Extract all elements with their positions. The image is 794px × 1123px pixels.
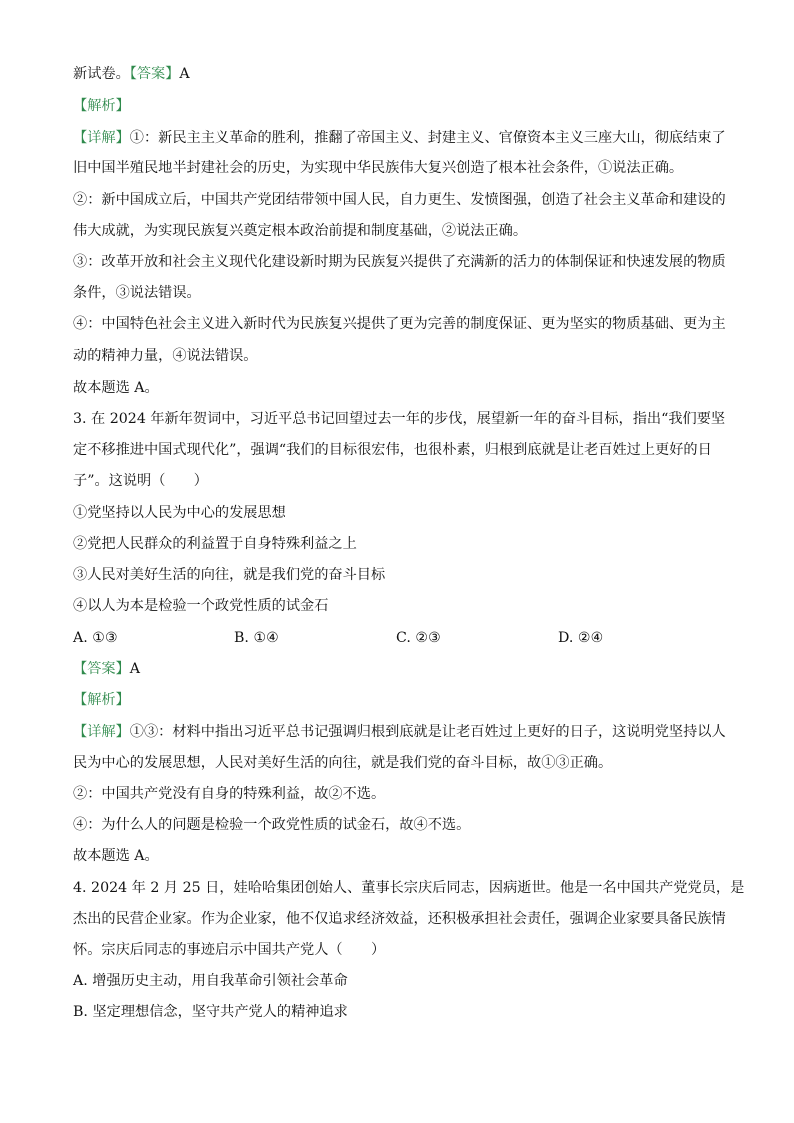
analysis-label: 【解析】 bbox=[73, 98, 130, 114]
statement-1: ①党坚持以人民为中心的发展思想 bbox=[73, 505, 286, 521]
question-3-line: 定不移推进中国式现代化”，强调“我们的目标很宏伟，也很朴素，归根到底就是让老百姓过上更好的日 bbox=[73, 442, 712, 458]
option-d: D. ②④ bbox=[558, 630, 604, 646]
text-span: ①：新民主主义革命的胜利，推翻了帝国主义、封建主义、官僚资本主义三座大山，彻底结束了 bbox=[129, 130, 726, 146]
detail-label: 【详解】 bbox=[73, 724, 130, 740]
detail-label: 【详解】 bbox=[73, 130, 130, 146]
statement-2: ②党把人民群众的利益置于自身特殊利益之上 bbox=[73, 536, 357, 552]
text-line: 条件，③说法错误。 bbox=[73, 285, 201, 301]
statement-4: ④以人为本是检验一个政党性质的试金石 bbox=[73, 598, 329, 614]
option-c: C. ②③ bbox=[396, 630, 441, 646]
text-line: 伟大成就，为实现民族复兴奠定根本政治前提和制度基础，②说法正确。 bbox=[73, 223, 528, 239]
text-line bbox=[73, 722, 726, 742]
text-line: ②：新中国成立后，中国共产党团结带领中国人民，自力更生、发愤图强，创造了社会主义革命和建设的 bbox=[73, 192, 726, 208]
text-line: ④：为什么人的问题是检验一个政党性质的试金石，故④不选。 bbox=[73, 817, 471, 833]
text-line: 故本题选 A。 bbox=[73, 848, 159, 864]
answer-value: A bbox=[129, 661, 141, 677]
q4-option-a: A. 增强历史主动，用自我革命引领社会革命 bbox=[73, 973, 348, 989]
answer-label: 【答案】 bbox=[129, 66, 180, 82]
question-4-line: 怀。宗庆后同志的事迹启示中国共产党人（ ） bbox=[73, 942, 386, 958]
answer-line bbox=[73, 659, 140, 679]
question-4-line: 杰出的民营企业家。作为企业家，他不仅追求经济效益，还积极承担社会责任，强调企业家要具备民族情 bbox=[73, 911, 726, 927]
option-b: B. ①④ bbox=[234, 630, 279, 646]
text-span: 新试卷。 bbox=[73, 66, 130, 82]
text-line: ④：中国特色社会主义进入新时代为民族复兴提供了更为完善的制度保证、更为坚实的物质基础、更为主 bbox=[73, 316, 726, 332]
text-line: 故本题选 A。 bbox=[73, 380, 159, 396]
text-span: ①③：材料中指出习近平总书记强调归根到底就是让老百姓过上更好的日子，这说明党坚持以人 bbox=[129, 724, 726, 740]
text-line: ②：中国共产党没有自身的特殊利益，故②不选。 bbox=[73, 786, 386, 802]
text-line: 民为中心的发展思想，人民对美好生活的向往，就是我们党的奋斗目标，故①③正确。 bbox=[73, 755, 613, 771]
statement-3: ③人民对美好生活的向往，就是我们党的奋斗目标 bbox=[73, 567, 386, 583]
q4-option-b: B. 坚定理想信念，坚守共产党人的精神追求 bbox=[73, 1004, 348, 1020]
question-4-line: 4. 2024 年 2 月 25 日，娃哈哈集团创始人、董事长宗庆后同志，因病逝世。他是一名中国共产党党员，是 bbox=[73, 880, 745, 896]
text-line bbox=[73, 128, 726, 148]
option-a: A. ①③ bbox=[73, 630, 118, 646]
analysis-label: 【解析】 bbox=[73, 692, 130, 708]
text-line bbox=[73, 64, 190, 84]
question-3-line: 子”。这说明（ ） bbox=[73, 473, 208, 489]
text-line: ③：改革开放和社会主义现代化建设新时期为民族复兴提供了充满新的活力的体制保证和快速发展的物质 bbox=[73, 254, 726, 270]
text-line: 旧中国半殖民地半封建社会的历史，为实现中华民族伟大复兴创造了根本社会条件，①说法正确。 bbox=[73, 160, 684, 176]
question-3-line: 3. 在 2024 年新年贺词中，习近平总书记回望过去一年的步伐，展望新一年的奋斗目标，指出“我们要坚 bbox=[73, 411, 726, 427]
answer-label: 【答案】 bbox=[73, 661, 130, 677]
answer-value: A bbox=[179, 66, 190, 82]
text-line: 动的精神力量，④说法错误。 bbox=[73, 348, 258, 364]
